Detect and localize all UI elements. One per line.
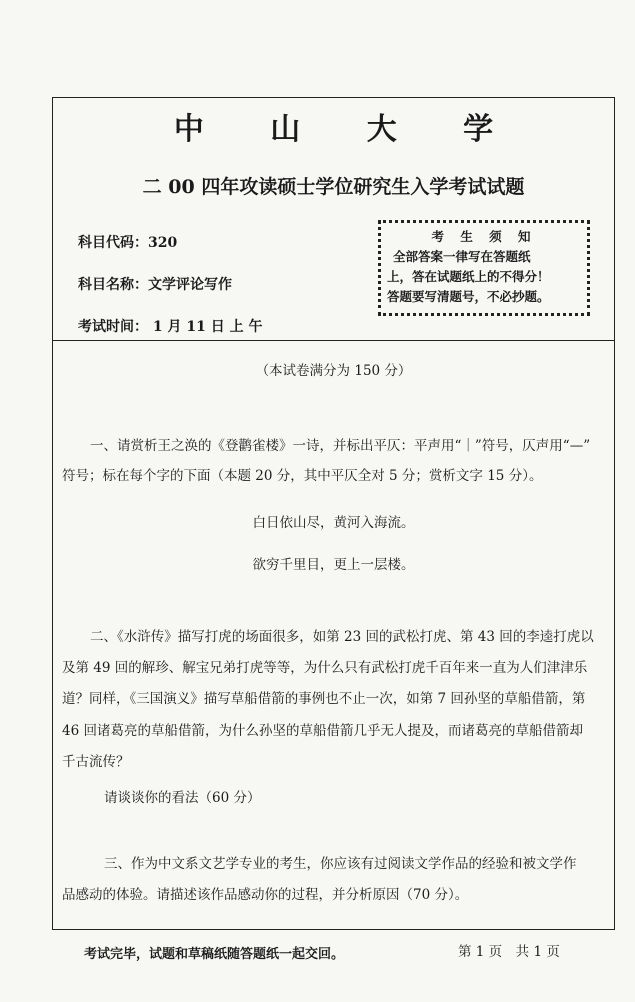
- notice-title: 考 生 须 知: [431, 229, 537, 244]
- q3-line: 三、作为中文系文艺学专业的考生，你应该有过阅读文学作品的经验和被文学作: [104, 856, 577, 872]
- q1-line: 符号；标在每个字的下面（本题 20 分，其中平仄全对 5 分；赏析文字 15 分）。: [62, 468, 543, 484]
- subject-name: 科目名称：文学评论写作: [78, 277, 232, 293]
- q2-line: 46 回诸葛亮的草船借箭，为什么孙坚的草船借箭几乎无人提及，而诸葛亮的草船借箭却: [62, 723, 583, 739]
- exam-title: 二 00 四年攻读硕士学位研究生入学考试试题: [142, 176, 525, 198]
- header-divider: [52, 340, 615, 341]
- q1-line: 一、请赏析王之涣的《登鹳雀楼》一诗，并标出平仄：平声用“｜”符号，仄声用“—”: [90, 438, 591, 454]
- candidate-notice-box: [378, 220, 590, 316]
- notice-line: 答题要写清题号，不必抄题。: [387, 289, 550, 304]
- q3-line: 品感动的体验。请描述该作品感动你的过程，并分析原因（70 分）。: [62, 887, 469, 903]
- notice-line: 全部答案一律写在答题纸: [393, 249, 531, 264]
- q2-line: 千古流传？: [62, 754, 130, 770]
- exam-time: 考试时间： 1 月 11 日 上 午: [78, 319, 263, 335]
- subject-code: 科目代码：320: [78, 235, 178, 251]
- footer-instruction: 考试完毕，试题和草稿纸随答题纸一起交回。: [84, 947, 345, 962]
- poem-line: 欲穷千里目，更上一层楼。: [252, 557, 415, 573]
- q2-line: 道？同样，《三国演义》描写草船借箭的事例也不止一次，如第 7 回孙坚的草船借箭，第: [62, 691, 586, 707]
- full-score-note: （本试卷满分为 150 分）: [255, 363, 412, 379]
- q2-line: 及第 49 回的解珍、解宝兄弟打虎等等，为什么只有武松打虎千百年来一直为人们津津乐: [62, 660, 588, 676]
- page-number: 第 1 页 共 1 页: [458, 944, 560, 960]
- poem-line: 白日依山尽，黄河入海流。: [252, 515, 415, 531]
- university-name: 中 山 大 学: [173, 112, 522, 147]
- q2-prompt: 请谈谈你的看法（60 分）: [104, 790, 261, 806]
- q2-line: 二、《水浒传》描写打虎的场面很多，如第 23 回的武松打虎、第 43 回的李逵打虎以: [90, 629, 594, 645]
- notice-line: 上，答在试题纸上的不得分！: [387, 269, 550, 284]
